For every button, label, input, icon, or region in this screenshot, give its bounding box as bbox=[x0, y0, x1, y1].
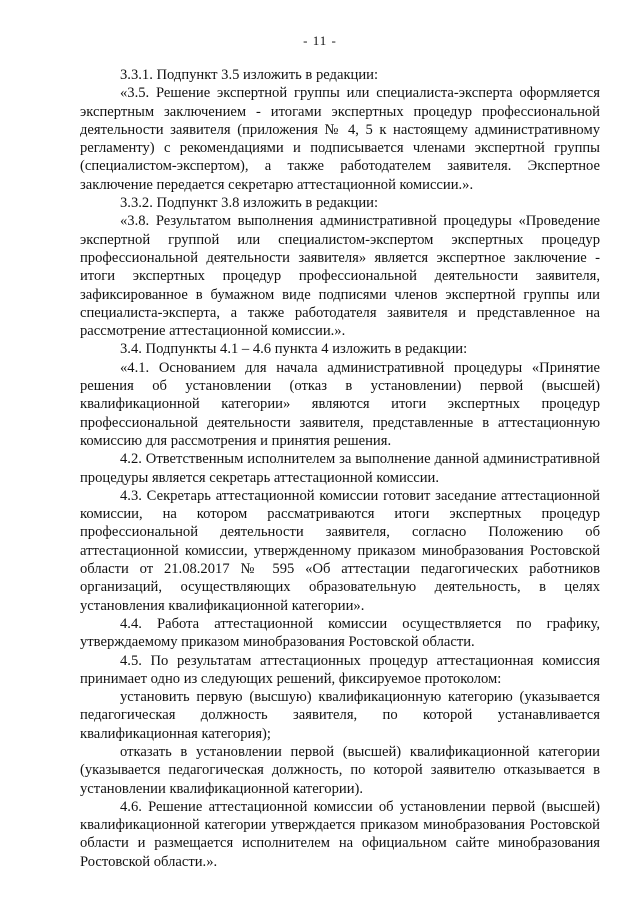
document-body bbox=[80, 66, 600, 871]
paragraph-3-5-text: «3.5. Решение экспертной группы или специалиста-эксперта оформляется экспертным заключением - итогами экспертных процедур профессиональной деятельности заявителя (приложения № 4, 5 к настоящему административному регламенту) с рекомендациями и подписывается членами экспертной группы (специалистом-экспертом), а также работодателем заявителя. Экспертное заключение передается секретарю аттестационной комиссии.». bbox=[80, 85, 600, 193]
paragraph-4-5-option-refuse: отказать в установлении первой (высшей) квалификационной категории (указывается педагогическая должность, по которой заявителю отказывается в установлении квалификационной категории). bbox=[80, 743, 600, 797]
page-number: - 11 - bbox=[303, 33, 337, 48]
paragraph-4-5-text: 4.5. По результатам аттестационных процедур аттестационная комиссия принимает одно из следующих решений, фиксируемое протоколом: bbox=[80, 652, 600, 687]
paragraph-4-2-text: 4.2. Ответственным исполнителем за выполнение данной административной процедуры является секретарь аттестационной комиссии. bbox=[80, 451, 600, 486]
paragraph-4-1-text: «4.1. Основанием для начала административной процедуры «Принятие решения об установлении (отказ в установлении) первой (высшей) квалификационной категории» являются итоги экспертных процедур профессиональной деятельности заявителя, представленные в аттестационную комиссию для рассмотрения и принятия решения. bbox=[80, 359, 600, 449]
paragraph-3-4-heading: 3.4. Подпункты 4.1 – 4.6 пункта 4 изложить в редакции: bbox=[120, 341, 468, 358]
paragraph-4-3-text: 4.3. Секретарь аттестационной комиссии готовит заседание аттестационной комиссии, на котором рассматриваются итоги экспертных процедур профессиональной деятельности заявителя, согласно Положению об аттестационной комиссии, утвержденному приказом минобразования Ростовской области от 21.08.2017 № 595 «Об аттестации педагогических работников организаций, осуществляющих образовательную деятельность, в целях установления квалификационной категории». bbox=[80, 487, 600, 614]
paragraph-3-8-text: «3.8. Результатом выполнения административной процедуры «Проведение экспертной группой или специалистом-экспертом экспертных процедур профессиональной деятельности заявителя» является экспертное заключение - итоги экспертных процедур профессиональной деятельности заявителя, зафиксированное в бумажном виде подписями членов экспертной группы или специалиста-эксперта, а также работодателя заявителя и представленное на рассмотрение аттестационной комиссии.». bbox=[80, 213, 600, 340]
paragraph-4-5-option-grant: установить первую (высшую) квалификационную категорию (указывается педагогическая должность заявителя, по которой устанавливается квалификационная категория); bbox=[80, 689, 600, 742]
paragraph-4-6-text: 4.6. Решение аттестационной комиссии об установлении первой (высшей) квалификационной категории утверждается приказом минобразования Ростовской области и размещается исполнителем на официальном сайте минобразования Ростовской области.». bbox=[80, 798, 600, 870]
paragraph-3-3-1-heading: 3.3.1. Подпункт 3.5 изложить в редакции: bbox=[120, 67, 379, 83]
paragraph-4-4-text: 4.4. Работа аттестационной комиссии осуществляется по графику, утверждаемому приказом минобразования Ростовской области. bbox=[80, 615, 600, 651]
paragraph-3-3-2-heading: 3.3.2. Подпункт 3.8 изложить в редакции: bbox=[120, 195, 379, 212]
